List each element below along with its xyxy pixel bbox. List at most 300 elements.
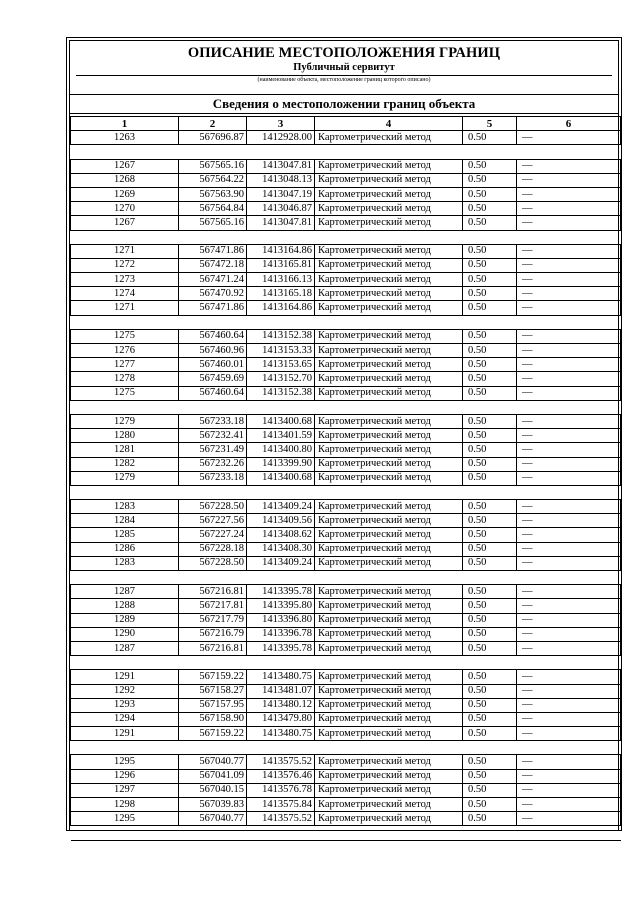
method-cell: Картометрический метод [315, 386, 463, 400]
empty-cell [247, 656, 315, 670]
empty-cell [71, 571, 179, 585]
point-number-cell: 1295 [71, 812, 179, 826]
column-header: 5 [463, 117, 517, 131]
point-number-cell: 1295 [71, 755, 179, 769]
y-coordinate-cell: 1413395.78 [247, 585, 315, 599]
contour-separator-row [71, 145, 621, 159]
method-cell: Картометрический метод [315, 414, 463, 428]
point-number-cell: 1296 [71, 769, 179, 783]
table-row [71, 684, 621, 698]
empty-cell [315, 826, 463, 840]
column-number-row [71, 117, 621, 131]
accuracy-cell: 0.50 [463, 641, 517, 655]
accuracy-cell: 0.50 [463, 698, 517, 712]
object-name: Публичный сервитут [293, 62, 395, 73]
table-row [71, 429, 621, 443]
point-number-cell: 1271 [71, 301, 179, 315]
empty-cell [71, 826, 179, 840]
empty-cell [463, 571, 517, 585]
accuracy-cell: 0.50 [463, 599, 517, 613]
empty-cell [315, 741, 463, 755]
empty-cell [179, 741, 247, 755]
description-cell: — [517, 301, 621, 315]
table-row [71, 528, 621, 542]
x-coordinate-cell: 567216.81 [179, 585, 247, 599]
method-cell: Картометрический метод [315, 798, 463, 812]
table-row [71, 414, 621, 428]
point-number-cell: 1285 [71, 528, 179, 542]
description-cell: — [517, 698, 621, 712]
accuracy-cell: 0.50 [463, 528, 517, 542]
description-cell: — [517, 528, 621, 542]
description-cell: — [517, 783, 621, 797]
contour-separator-row [71, 826, 621, 840]
table-row [71, 812, 621, 826]
description-cell: — [517, 216, 621, 230]
method-cell: Картометрический метод [315, 131, 463, 145]
accuracy-cell: 0.50 [463, 244, 517, 258]
method-cell: Картометрический метод [315, 641, 463, 655]
y-coordinate-cell: 1412928.00 [247, 131, 315, 145]
point-number-cell: 1291 [71, 727, 179, 741]
y-coordinate-cell: 1413479.80 [247, 712, 315, 726]
contour-separator-row [71, 741, 621, 755]
accuracy-cell: 0.50 [463, 159, 517, 173]
table-row [71, 471, 621, 485]
accuracy-cell: 0.50 [463, 287, 517, 301]
description-cell: — [517, 812, 621, 826]
point-number-cell: 1277 [71, 358, 179, 372]
table-row [71, 542, 621, 556]
point-number-cell: 1267 [71, 159, 179, 173]
empty-cell [179, 145, 247, 159]
description-cell: — [517, 372, 621, 386]
table-row [71, 372, 621, 386]
x-coordinate-cell: 567227.56 [179, 514, 247, 528]
point-number-cell: 1287 [71, 641, 179, 655]
method-cell: Картометрический метод [315, 599, 463, 613]
method-cell: Картометрический метод [315, 187, 463, 201]
description-cell: — [517, 386, 621, 400]
method-cell: Картометрический метод [315, 542, 463, 556]
empty-cell [247, 741, 315, 755]
description-cell: — [517, 202, 621, 216]
point-number-cell: 1273 [71, 273, 179, 287]
description-cell: — [517, 585, 621, 599]
empty-cell [315, 145, 463, 159]
accuracy-cell: 0.50 [463, 258, 517, 272]
method-cell: Картометрический метод [315, 372, 463, 386]
description-cell: — [517, 684, 621, 698]
description-cell: — [517, 258, 621, 272]
y-coordinate-cell: 1413152.70 [247, 372, 315, 386]
method-cell: Картометрический метод [315, 585, 463, 599]
description-cell: — [517, 727, 621, 741]
x-coordinate-cell: 567472.18 [179, 258, 247, 272]
point-number-cell: 1288 [71, 599, 179, 613]
method-cell: Картометрический метод [315, 684, 463, 698]
y-coordinate-cell: 1413047.81 [247, 216, 315, 230]
point-number-cell: 1267 [71, 216, 179, 230]
empty-cell [179, 571, 247, 585]
empty-cell [517, 656, 621, 670]
contour-separator-row [71, 400, 621, 414]
table-row [71, 131, 621, 145]
empty-cell [315, 230, 463, 244]
method-cell: Картометрический метод [315, 698, 463, 712]
accuracy-cell: 0.50 [463, 783, 517, 797]
point-number-cell: 1287 [71, 585, 179, 599]
method-cell: Картометрический метод [315, 500, 463, 514]
y-coordinate-cell: 1413575.84 [247, 798, 315, 812]
accuracy-cell: 0.50 [463, 500, 517, 514]
x-coordinate-cell: 567040.77 [179, 755, 247, 769]
accuracy-cell: 0.50 [463, 769, 517, 783]
point-number-cell: 1284 [71, 514, 179, 528]
point-number-cell: 1298 [71, 798, 179, 812]
y-coordinate-cell: 1413395.78 [247, 641, 315, 655]
y-coordinate-cell: 1413576.46 [247, 769, 315, 783]
y-coordinate-cell: 1413401.59 [247, 429, 315, 443]
empty-cell [517, 485, 621, 499]
point-number-cell: 1282 [71, 457, 179, 471]
method-cell: Картометрический метод [315, 244, 463, 258]
point-number-cell: 1271 [71, 244, 179, 258]
method-cell: Картометрический метод [315, 514, 463, 528]
empty-cell [71, 400, 179, 414]
y-coordinate-cell: 1413165.18 [247, 287, 315, 301]
method-cell: Картометрический метод [315, 216, 463, 230]
empty-cell [315, 315, 463, 329]
table-row [71, 273, 621, 287]
y-coordinate-cell: 1413396.78 [247, 627, 315, 641]
description-cell: — [517, 344, 621, 358]
point-number-cell: 1286 [71, 542, 179, 556]
description-cell: — [517, 670, 621, 684]
method-cell: Картометрический метод [315, 727, 463, 741]
method-cell: Картометрический метод [315, 358, 463, 372]
empty-cell [517, 315, 621, 329]
y-coordinate-cell: 1413047.19 [247, 187, 315, 201]
method-cell: Картометрический метод [315, 329, 463, 343]
x-coordinate-cell: 567040.15 [179, 783, 247, 797]
empty-cell [463, 315, 517, 329]
method-cell: Картометрический метод [315, 287, 463, 301]
empty-cell [71, 485, 179, 499]
y-coordinate-cell: 1413400.80 [247, 443, 315, 457]
method-cell: Картометрический метод [315, 258, 463, 272]
x-coordinate-cell: 567459.69 [179, 372, 247, 386]
document-header [70, 41, 618, 95]
empty-cell [179, 656, 247, 670]
table-row [71, 585, 621, 599]
x-coordinate-cell: 567233.18 [179, 414, 247, 428]
y-coordinate-cell: 1413480.75 [247, 727, 315, 741]
accuracy-cell: 0.50 [463, 329, 517, 343]
table-row [71, 457, 621, 471]
accuracy-cell: 0.50 [463, 202, 517, 216]
method-cell: Картометрический метод [315, 670, 463, 684]
empty-cell [179, 485, 247, 499]
y-coordinate-cell: 1413409.56 [247, 514, 315, 528]
point-number-cell: 1276 [71, 344, 179, 358]
empty-cell [463, 485, 517, 499]
accuracy-cell: 0.50 [463, 273, 517, 287]
y-coordinate-cell: 1413576.78 [247, 783, 315, 797]
description-cell: — [517, 500, 621, 514]
empty-cell [517, 826, 621, 840]
x-coordinate-cell: 567159.22 [179, 670, 247, 684]
method-cell: Картометрический метод [315, 556, 463, 570]
accuracy-cell: 0.50 [463, 514, 517, 528]
table-row [71, 216, 621, 230]
column-header: 2 [179, 117, 247, 131]
point-number-cell: 1279 [71, 414, 179, 428]
empty-cell [71, 315, 179, 329]
point-number-cell: 1275 [71, 329, 179, 343]
method-cell: Картометрический метод [315, 712, 463, 726]
contour-separator-row [71, 485, 621, 499]
empty-cell [463, 656, 517, 670]
x-coordinate-cell: 567232.26 [179, 457, 247, 471]
accuracy-cell: 0.50 [463, 684, 517, 698]
table-row [71, 159, 621, 173]
point-number-cell: 1275 [71, 386, 179, 400]
point-number-cell: 1283 [71, 556, 179, 570]
x-coordinate-cell: 567565.16 [179, 216, 247, 230]
column-header: 4 [315, 117, 463, 131]
y-coordinate-cell: 1413396.80 [247, 613, 315, 627]
accuracy-cell: 0.50 [463, 216, 517, 230]
x-coordinate-cell: 567157.95 [179, 698, 247, 712]
table-row [71, 344, 621, 358]
empty-cell [71, 145, 179, 159]
x-coordinate-cell: 567228.50 [179, 500, 247, 514]
description-cell: — [517, 287, 621, 301]
point-number-cell: 1289 [71, 613, 179, 627]
y-coordinate-cell: 1413575.52 [247, 755, 315, 769]
accuracy-cell: 0.50 [463, 386, 517, 400]
boundary-table [70, 116, 621, 841]
table-row [71, 798, 621, 812]
y-coordinate-cell: 1413164.86 [247, 244, 315, 258]
column-header: 3 [247, 117, 315, 131]
accuracy-cell: 0.50 [463, 727, 517, 741]
method-cell: Картометрический метод [315, 429, 463, 443]
empty-cell [315, 571, 463, 585]
y-coordinate-cell: 1413481.07 [247, 684, 315, 698]
empty-cell [247, 571, 315, 585]
empty-cell [71, 656, 179, 670]
table-row [71, 386, 621, 400]
accuracy-cell: 0.50 [463, 358, 517, 372]
point-number-cell: 1291 [71, 670, 179, 684]
table-row [71, 670, 621, 684]
y-coordinate-cell: 1413153.33 [247, 344, 315, 358]
table-row [71, 627, 621, 641]
method-cell: Картометрический метод [315, 528, 463, 542]
table-row [71, 514, 621, 528]
description-cell: — [517, 329, 621, 343]
y-coordinate-cell: 1413047.81 [247, 159, 315, 173]
empty-cell [315, 485, 463, 499]
table-row [71, 783, 621, 797]
empty-cell [517, 400, 621, 414]
accuracy-cell: 0.50 [463, 429, 517, 443]
table-row [71, 769, 621, 783]
empty-cell [517, 571, 621, 585]
point-number-cell: 1269 [71, 187, 179, 201]
description-cell: — [517, 414, 621, 428]
y-coordinate-cell: 1413408.62 [247, 528, 315, 542]
table-row [71, 329, 621, 343]
column-header: 6 [517, 117, 621, 131]
y-coordinate-cell: 1413164.86 [247, 301, 315, 315]
x-coordinate-cell: 567460.64 [179, 329, 247, 343]
x-coordinate-cell: 567564.22 [179, 173, 247, 187]
y-coordinate-cell: 1413480.75 [247, 670, 315, 684]
empty-cell [179, 230, 247, 244]
accuracy-cell: 0.50 [463, 585, 517, 599]
accuracy-cell: 0.50 [463, 131, 517, 145]
table-row [71, 287, 621, 301]
point-number-cell: 1263 [71, 131, 179, 145]
accuracy-cell: 0.50 [463, 627, 517, 641]
method-cell: Картометрический метод [315, 273, 463, 287]
method-cell: Картометрический метод [315, 627, 463, 641]
method-cell: Картометрический метод [315, 443, 463, 457]
table-body [71, 131, 621, 840]
x-coordinate-cell: 567159.22 [179, 727, 247, 741]
table-row [71, 258, 621, 272]
point-number-cell: 1283 [71, 500, 179, 514]
x-coordinate-cell: 567233.18 [179, 471, 247, 485]
x-coordinate-cell: 567231.49 [179, 443, 247, 457]
method-cell: Картометрический метод [315, 173, 463, 187]
empty-cell [517, 230, 621, 244]
point-number-cell: 1272 [71, 258, 179, 272]
table-row [71, 301, 621, 315]
table-row [71, 187, 621, 201]
x-coordinate-cell: 567227.24 [179, 528, 247, 542]
method-cell: Картометрический метод [315, 457, 463, 471]
point-number-cell: 1292 [71, 684, 179, 698]
empty-cell [247, 485, 315, 499]
x-coordinate-cell: 567158.90 [179, 712, 247, 726]
x-coordinate-cell: 567565.16 [179, 159, 247, 173]
accuracy-cell: 0.50 [463, 173, 517, 187]
x-coordinate-cell: 567041.09 [179, 769, 247, 783]
description-cell: — [517, 358, 621, 372]
accuracy-cell: 0.50 [463, 443, 517, 457]
method-cell: Картометрический метод [315, 769, 463, 783]
accuracy-cell: 0.50 [463, 344, 517, 358]
table-row [71, 613, 621, 627]
y-coordinate-cell: 1413048.13 [247, 173, 315, 187]
accuracy-cell: 0.50 [463, 670, 517, 684]
x-coordinate-cell: 567564.84 [179, 202, 247, 216]
description-cell: — [517, 471, 621, 485]
description-cell: — [517, 798, 621, 812]
table-row [71, 698, 621, 712]
y-coordinate-cell: 1413153.65 [247, 358, 315, 372]
accuracy-cell: 0.50 [463, 414, 517, 428]
point-number-cell: 1294 [71, 712, 179, 726]
empty-cell [463, 826, 517, 840]
y-coordinate-cell: 1413046.87 [247, 202, 315, 216]
x-coordinate-cell: 567471.86 [179, 244, 247, 258]
accuracy-cell: 0.50 [463, 712, 517, 726]
empty-cell [71, 230, 179, 244]
method-cell: Картометрический метод [315, 783, 463, 797]
empty-cell [315, 400, 463, 414]
accuracy-cell: 0.50 [463, 812, 517, 826]
y-coordinate-cell: 1413166.13 [247, 273, 315, 287]
description-cell: — [517, 273, 621, 287]
description-cell: — [517, 244, 621, 258]
y-coordinate-cell: 1413409.24 [247, 556, 315, 570]
table-row [71, 727, 621, 741]
description-cell: — [517, 769, 621, 783]
table-row [71, 712, 621, 726]
x-coordinate-cell: 567228.18 [179, 542, 247, 556]
method-cell: Картометрический метод [315, 812, 463, 826]
description-cell: — [517, 556, 621, 570]
point-number-cell: 1270 [71, 202, 179, 216]
y-coordinate-cell: 1413409.24 [247, 500, 315, 514]
accuracy-cell: 0.50 [463, 613, 517, 627]
empty-cell [179, 315, 247, 329]
method-cell: Картометрический метод [315, 471, 463, 485]
table-row [71, 358, 621, 372]
empty-cell [517, 741, 621, 755]
x-coordinate-cell: 567216.79 [179, 627, 247, 641]
point-number-cell: 1274 [71, 287, 179, 301]
contour-separator-row [71, 230, 621, 244]
section-title: Сведения о местоположении границ объекта [70, 94, 618, 114]
contour-separator-row [71, 315, 621, 329]
description-cell: — [517, 542, 621, 556]
x-coordinate-cell: 567470.92 [179, 287, 247, 301]
description-cell: — [517, 443, 621, 457]
empty-cell [179, 400, 247, 414]
accuracy-cell: 0.50 [463, 187, 517, 201]
y-coordinate-cell: 1413480.12 [247, 698, 315, 712]
empty-cell [315, 656, 463, 670]
description-cell: — [517, 712, 621, 726]
x-coordinate-cell: 567460.64 [179, 386, 247, 400]
accuracy-cell: 0.50 [463, 457, 517, 471]
y-coordinate-cell: 1413400.68 [247, 414, 315, 428]
method-cell: Картометрический метод [315, 301, 463, 315]
document-page [66, 37, 622, 831]
x-coordinate-cell: 567216.81 [179, 641, 247, 655]
contour-separator-row [71, 656, 621, 670]
empty-cell [179, 826, 247, 840]
table-row [71, 599, 621, 613]
empty-cell [463, 145, 517, 159]
empty-cell [517, 145, 621, 159]
y-coordinate-cell: 1413575.52 [247, 812, 315, 826]
y-coordinate-cell: 1413399.90 [247, 457, 315, 471]
y-coordinate-cell: 1413400.68 [247, 471, 315, 485]
empty-cell [247, 230, 315, 244]
empty-cell [247, 400, 315, 414]
method-cell: Картометрический метод [315, 755, 463, 769]
header-underline [76, 75, 612, 76]
empty-cell [463, 741, 517, 755]
x-coordinate-cell: 567039.83 [179, 798, 247, 812]
